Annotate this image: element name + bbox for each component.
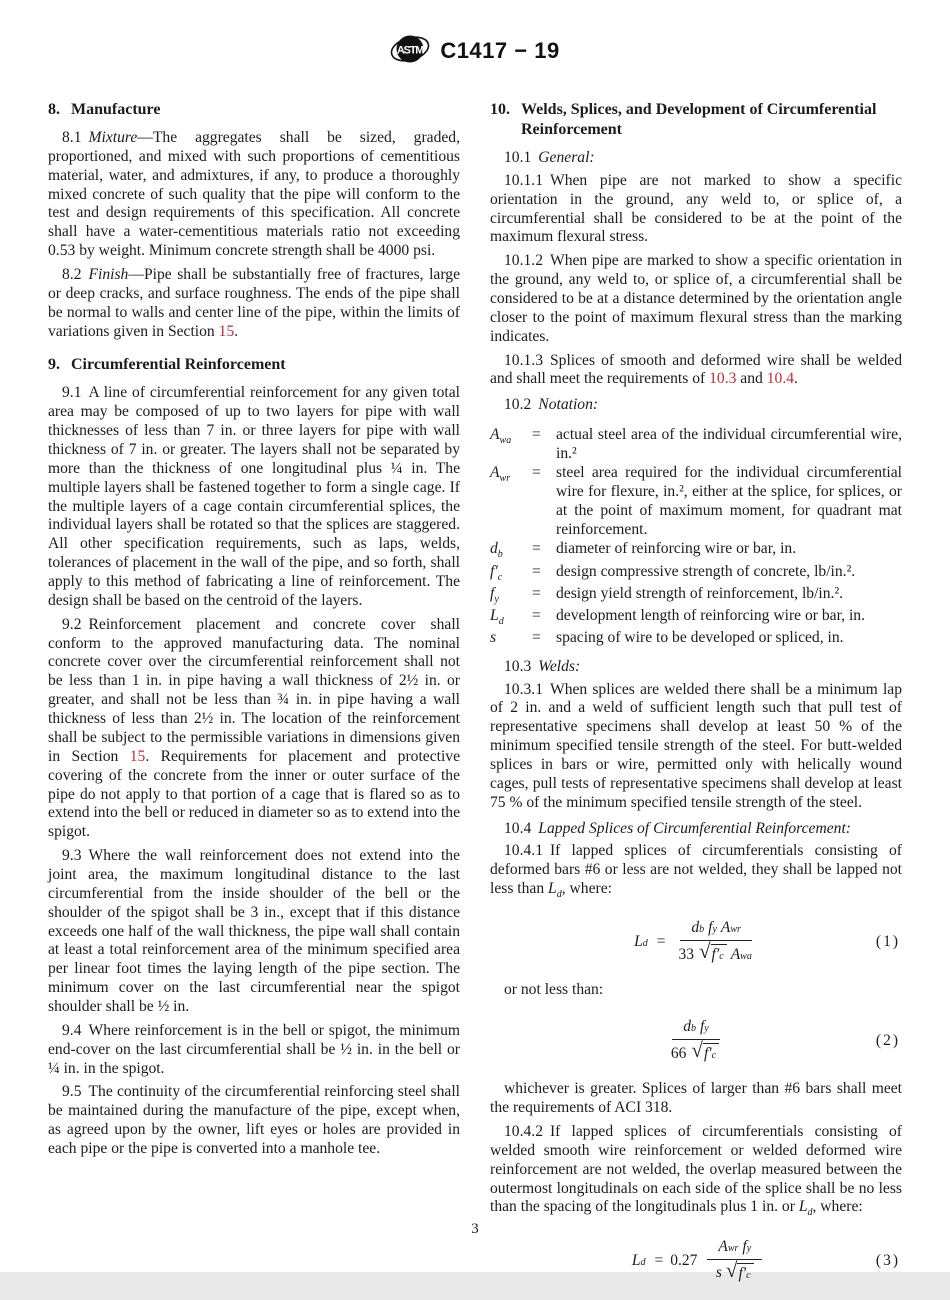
- equation-1-formula: L d = d b f y A wr 33 √ f′ c A wa: [632, 919, 760, 965]
- section-10-heading: [490, 100, 902, 140]
- paragraph-lead: Finish: [88, 266, 129, 284]
- paragraph-text: A line of circumferential reinforcement for any given total area may be composed of up to two layers for pipe with wall thicknesses of less than 7 in. or three layers for pipe with wall thickness of 7 in. or greater. The layers shall not be separated by more than the thickness of one longitudinal plus ¼ in. The multiple layers shall be fastened together to form a single cage. If the multiple layers of a cage contain circumferential splices, the individual layers shall be rotated so that the splices are staggered. All other specification requirements, such as laps, welds, tolerances of placement in the wall of the pipe, and so forth, shall apply to this method of fabricating a line of reinforcement. The design shall be based on the centroid of the layers.: [48, 384, 460, 609]
- square-root: √ f′ c: [691, 1043, 719, 1064]
- paragraph-number: 10.1.1: [504, 171, 543, 189]
- section-9-title: Circumferential Reinforcement: [71, 356, 286, 374]
- math-symbol-Ld: L: [548, 880, 557, 898]
- paragraph-number: 9.2: [62, 615, 82, 633]
- square-root: √ f′ c: [699, 944, 727, 965]
- right-column: [490, 94, 902, 1300]
- subsection-number: 10.4: [504, 819, 532, 837]
- paragraph-text: , where:: [561, 880, 612, 898]
- equals-sign: =: [532, 540, 541, 558]
- paragraph-10-4-1: [490, 842, 902, 901]
- page-header: [0, 0, 950, 94]
- paragraph-9-1: [48, 384, 460, 610]
- notation-definition: actual steel area of the individual circumferential wire, in.²: [556, 426, 902, 463]
- subsection-number: 10.2: [504, 396, 532, 414]
- notation-definition: diameter of reinforcing wire or bar, in.: [556, 540, 797, 558]
- paragraph-10-4-2: [490, 1123, 902, 1220]
- astm-logo-icon: [390, 30, 430, 73]
- paragraph-text: , where:: [812, 1198, 863, 1216]
- fraction: d b f y 66 √ f′ c: [665, 1018, 727, 1064]
- paragraph-9-5: [48, 1083, 460, 1158]
- paragraph-number: 8.2: [62, 266, 82, 284]
- paragraph-number: 10.4.2: [504, 1122, 543, 1140]
- notation-definition: spacing of wire to be developed or spliced, in.: [556, 629, 844, 647]
- equation-1: [490, 916, 902, 968]
- equation-3-label: (3): [875, 1251, 900, 1269]
- paragraph-text: .: [794, 370, 798, 388]
- square-root: √ f′ c: [726, 1263, 754, 1284]
- notation-symbol: $f_y$: [490, 584, 499, 605]
- svg-text:ASTM: ASTM: [397, 44, 424, 56]
- paragraph-text: Reinforcement placement and concrete cover shall conform to the approved manufacturing data. The nominal concrete cover over the circumferential reinforcement shall not be less than 1 in. in pipe having a wall thickness of 2½ in. or greater, and shall not be less than ¾ in. in pipe having a wall thickness of less than 2½ in. The location of the reinforcement shall be subject to the permissible variations in dimensions given in Section: [48, 615, 460, 765]
- equals-sign: =: [532, 607, 541, 625]
- left-column: [48, 94, 460, 1300]
- equation-3: [490, 1235, 902, 1287]
- paragraph-lead: Mixture: [88, 129, 138, 146]
- paragraph-10-3-1: [490, 681, 902, 813]
- document-code: C1417 − 19: [440, 38, 560, 63]
- fraction: d b f y A wr 33 √ f′ c A wa: [678, 919, 752, 964]
- equation-2: [490, 1015, 902, 1067]
- paragraph-text: When pipe are not marked to show a specific orientation in the ground, any weld to, or splice of, a circumferential shall be considered to be at the point of the maximum flexural stress.: [490, 171, 902, 246]
- section-9-heading: [48, 355, 460, 375]
- section-8-number: 8.: [48, 101, 60, 118]
- notation-row: [490, 562, 902, 584]
- paragraph-or-not-less: or not less than:: [504, 981, 604, 999]
- paragraph-text: Where reinforcement is in the bell or spigot, the minimum end-cover on the last circumferential shall be ½ in. in the bell or ¼ in. in the spigot.: [48, 1021, 460, 1077]
- paragraph-whichever: whichever is greater. Splices of larger than #6 bars shall meet the requirements of ACI 318.: [490, 1080, 902, 1117]
- page-number: 3: [471, 1221, 479, 1237]
- equation-1-label: (1): [875, 933, 900, 951]
- equals-sign: =: [532, 584, 541, 602]
- paragraph-10-1-1: [490, 172, 902, 247]
- paragraph-number: 9.5: [62, 1083, 82, 1101]
- paragraph-8-2: [48, 266, 460, 341]
- notation-symbol: $d_b$: [490, 540, 503, 561]
- equals-sign: =: [654, 1251, 664, 1269]
- notation-definition: design compressive strength of concrete, lb/in.².: [556, 562, 856, 580]
- notation-symbol: $A_{wa}$: [490, 426, 512, 447]
- paragraph-8-1: [48, 129, 460, 261]
- paragraph-text: Where the wall reinforcement does not extend into the joint area, the maximum longitudinal distance to the last circumferential from the inside shoulder of the bell or the shoulder of the spigot shall be 3 in., except that if this distance exceeds one half of the wall thickness, the pipe wall shall contain at least a total reinforcement area of the minimum specified area per linear foot times the laying length of the pipe section. The minimum cover on the last circumferential near the spigot shoulder shall be ½ in.: [48, 847, 460, 1015]
- notation-row: [490, 628, 902, 650]
- notation-row: [490, 584, 902, 606]
- notation-row: [490, 539, 902, 561]
- notation-row: [490, 463, 902, 539]
- math-subscript: d: [556, 889, 562, 901]
- equals-sign: =: [656, 933, 666, 951]
- section-8-title: Manufacture: [71, 101, 161, 118]
- subsection-10-4-heading: [490, 820, 902, 839]
- paragraph-10-1-2: [490, 252, 902, 346]
- link-section-15[interactable]: 15: [218, 322, 235, 340]
- equation-2-label: (2): [875, 1032, 900, 1050]
- paragraph-number: 9.1: [62, 384, 82, 402]
- notation-row: [490, 425, 902, 463]
- paragraph-text: If lapped splices of circumferentials consisting of welded smooth wire reinforcement or welded deformed wire reinforcement are not welded, the overlap measured between the outermost longitudinals on each side of the splice shall be no less than the spacing of the longitudinals plus 1 in. or: [490, 1122, 902, 1216]
- two-column-body: [0, 94, 950, 1300]
- paragraph-text: . Requirements for placement and protective covering of the concrete from the inner or outer surface of the pipe do not apply to that portion of a cage that is flared so as to extend into the bell or reduced in diameter so as to extend into the spigot.: [48, 747, 461, 841]
- paragraph-9-2: [48, 616, 460, 842]
- paragraph-text: The continuity of the circumferential reinforcing steel shall be maintained during the manufacture of the pipe, except when, as agreed upon by the owner, lift eyes or holes are provided in each pipe or the pipe is converted into a manhole tee.: [48, 1083, 460, 1157]
- paragraph-number: 10.4.1: [504, 842, 543, 860]
- paragraph-number: 10.3.1: [504, 680, 543, 698]
- section-9-number: 9.: [48, 356, 60, 374]
- equation-2-formula: [665, 1018, 727, 1064]
- paragraph-text: .: [234, 322, 239, 340]
- equals-sign: =: [532, 426, 541, 444]
- equals-sign: =: [532, 629, 541, 647]
- paragraph-number: 10.1.3: [504, 351, 543, 369]
- subsection-number: 10.3: [504, 657, 532, 675]
- link-10-3[interactable]: 10.3: [709, 370, 737, 388]
- paragraph-text: —The aggregates shall be sized, graded, proportioned, and mixed with such proportions of cementitious material, water, and admixtures, if any, to produce a thoroughly mixed concrete of such quality that the pipe will conform to the test and design requirements of this specification. All concrete shall have a water-cementitious materials ratio not exceeding 0.53 by weight. Minimum concrete strength shall be 4000 psi.: [48, 129, 460, 260]
- subsection-title: Notation:: [538, 396, 599, 414]
- notation-definition: steel area required for the individual circumferential wire for flexure, in.², either at the splice, for splices, or at the point of maximum moment, for quadrant mat reinforcement.: [556, 464, 902, 539]
- notation-symbol: $f'_c$: [490, 562, 503, 583]
- fraction: A wr f y s √ f′ c: [707, 1238, 762, 1284]
- subsection-10-3-heading: [490, 658, 902, 677]
- paragraph-9-3: [48, 847, 460, 1017]
- subsection-10-1-heading: [490, 149, 902, 168]
- paragraph-number: 8.1: [62, 129, 82, 146]
- paragraph-text: and: [736, 370, 767, 388]
- link-section-15[interactable]: 15: [129, 747, 146, 765]
- paragraph-text: If lapped splices of circumferentials consisting of deformed bars #6 or less are not welded, they shall be lapped not less than: [490, 842, 902, 898]
- equals-sign: =: [532, 464, 541, 482]
- paragraph-number: 9.4: [62, 1021, 82, 1039]
- math-symbol-Ld: L: [798, 1198, 808, 1216]
- subsection-title: Lapped Splices of Circumferential Reinforcement:: [538, 819, 851, 837]
- section-10-title: Welds, Splices, and Development of Circumferential Reinforcement: [521, 101, 877, 138]
- notation-definition: design yield strength of reinforcement, lb/in.².: [556, 584, 844, 602]
- notation-list: [490, 425, 902, 651]
- paragraph-text: —Pipe shall be substantially free of fractures, large or deep cracks, and surface roughness. The ends of the pipe shall be normal to walls and center line of the pipe, within the limits of variations given in Section: [48, 266, 460, 340]
- math-subscript: d: [807, 1207, 813, 1219]
- subsection-10-2-heading: [490, 396, 902, 415]
- paragraph-number: 9.3: [62, 847, 82, 865]
- equals-sign: =: [532, 562, 541, 580]
- notation-symbol: $A_{wr}$: [490, 464, 511, 485]
- section-8-heading: [48, 100, 460, 120]
- subsection-number: 10.1: [504, 149, 532, 166]
- link-10-4[interactable]: 10.4: [766, 370, 795, 388]
- notation-definition: development length of reinforcing wire or bar, in.: [556, 607, 865, 625]
- notation-symbol: $L_d$: [490, 607, 504, 628]
- paragraph-number: 10.1.2: [504, 252, 543, 270]
- paragraph-text: When pipe are marked to show a specific orientation in the ground, any weld to, or splice of, a circumferential shall be considered to be at a distance determined by the orientation angle closer to the point of maximum flexural stress than the marking indicates.: [490, 252, 902, 345]
- paragraph-10-1-3: [490, 352, 902, 390]
- notation-row: [490, 606, 902, 628]
- subsection-title: General:: [538, 149, 595, 166]
- subsection-title: Welds:: [538, 657, 581, 675]
- equation-3-formula: L d = 0.27 A wr f y s √ f′ c: [630, 1238, 762, 1284]
- paragraph-text: Splices of smooth and deformed wire shall be welded and shall meet the requirements of: [490, 351, 902, 388]
- notation-symbol: s: [490, 629, 497, 647]
- paragraph-text: When splices are welded there shall be a minimum lap of 2 in. and a weld of sufficient length such that pull test of representative specimens shall develop at least 50 % of the minimum specified tensile strength of the steel. For butt-welded splices in bars or wire, permitted only with helically wound cages, pull tests of representative specimens shall develop at least 75 % of the minimum specified tensile strength of the steel.: [490, 680, 902, 811]
- paragraph-9-4: [48, 1022, 460, 1079]
- section-10-number: 10.: [490, 101, 510, 118]
